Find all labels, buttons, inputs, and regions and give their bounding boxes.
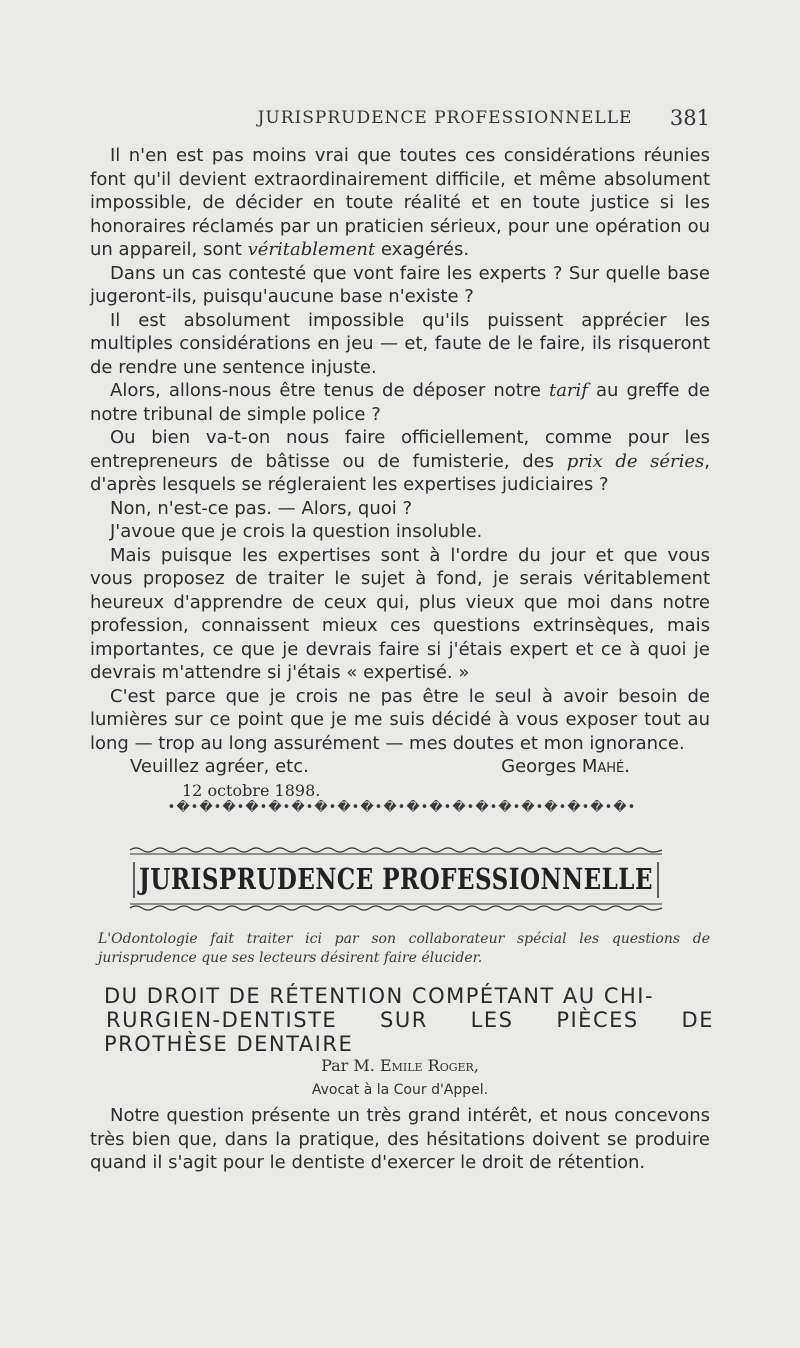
letter-date: 12 octobre 1898. <box>182 780 321 800</box>
signature-last: Mahé. <box>581 756 630 777</box>
article-title-line: PROTHÈSE DENTAIRE <box>104 1032 354 1056</box>
paragraph: J'avoue que je crois la question insoluble. <box>110 521 483 542</box>
paragraph: C'est parce que je crois ne pas être le seul à avoir besoin de lumières sur ce point que je me suis décidé à vous exposer tout au long — trop au long assurément — mes doutes et mon ignorance. <box>90 685 710 754</box>
editorial-note: L'Odontologie fait traiter ici par son collaborateur spécial les questions de jurisprudence que ses lecteurs désirent faire élucider. <box>98 931 710 966</box>
article-title-line: RURGIEN-DENTISTE SUR LES PIÈCES DE <box>106 1008 714 1032</box>
closing-formula: Veuillez agréer, etc. <box>130 756 309 777</box>
section-title: JURISPRUDENCE PROFESSIONNELLE <box>139 862 653 897</box>
paragraph <box>90 426 710 497</box>
paragraph: Non, n'est-ce pas. — Alors, quoi ? <box>110 497 413 519</box>
text-run: au greffe de notre tribunal de simple police ? <box>90 380 710 425</box>
paragraph: Dans un cas contesté que vont faire les experts ? Sur quelle base jugeront-ils, puisqu'aucune base n'existe ? <box>90 262 710 307</box>
text-run: Alors, allons-nous être tenus de déposer notre <box>110 380 549 401</box>
author-name: Emile Roger, <box>379 1056 479 1075</box>
text-run: Il n'en est pas moins vrai que toutes ces considérations réunies font qu'il devient extraordinairement difficile, et même absolument impossible, de décider en toute réalité et en toute justice si les honoraires réclamés par un praticien sérieux, pour une opération ou un appareil, sont <box>90 145 710 260</box>
paragraph <box>90 379 710 426</box>
author-block <box>90 1054 710 1102</box>
author-affiliation: Avocat à la Cour d'Appel. <box>311 1082 489 1098</box>
page-number: 381 <box>669 106 710 130</box>
running-head: JURISPRUDENCE PROFESSIONNELLE <box>257 108 633 128</box>
text-run: , d'après lesquels se régleraient les expertises judiciaires ? <box>90 450 710 495</box>
paragraph: Il est absolument impossible qu'ils puissent apprécier les multiples considérations en jeu — et, faute de le faire, ils risqueront de rendre une sentence injuste. <box>90 309 710 378</box>
text-run: exagérés. <box>375 239 470 260</box>
text-run: Ou bien va-t-on nous faire officiellement, comme pour les entrepreneurs de bâtisse ou de fumisterie, des <box>90 427 710 472</box>
section-title-frame <box>128 840 664 922</box>
page-header <box>90 108 710 138</box>
article-body <box>90 1104 710 1175</box>
paragraph <box>90 144 710 262</box>
paragraph: Mais puisque les expertises sont à l'ordre du jour et que vous vous proposez de traiter le sujet à fond, je serais véritablement heureux d'apprendre de ceux qui, plus vieux que moi dans notre profession, connaissent mieux ces questions extrinsèques, mais importantes, ce que je devrais faire si j'étais expert et ce à quoi je devrais m'attendre si j'étais « expertisé. » <box>90 544 710 683</box>
article-title-line: DU DROIT DE RÉTENTION COMPÉTANT AU CHI- <box>104 984 655 1008</box>
article-title <box>104 984 714 1056</box>
emphasis: véritablement <box>247 239 376 260</box>
closing-line <box>90 755 710 779</box>
ornament-divider: •�•�•�•�•�•�•�•�•�•�•�•�•�•�•�•�•�•�•�•�• <box>167 800 637 815</box>
emphasis: tarif <box>548 380 588 401</box>
signature <box>481 755 630 779</box>
paragraph: Notre question présente un très grand intérêt, et nous concevons très bien que, dans la pratique, des hésitations doivent se produire quand il s'agit pour le dentiste d'exercer le droit de rétention. <box>90 1105 710 1173</box>
signature-first: Georges <box>501 756 582 777</box>
author-prefix: Par M. <box>321 1056 380 1075</box>
letter-body <box>90 144 710 802</box>
emphasis: prix de séries <box>566 450 705 472</box>
